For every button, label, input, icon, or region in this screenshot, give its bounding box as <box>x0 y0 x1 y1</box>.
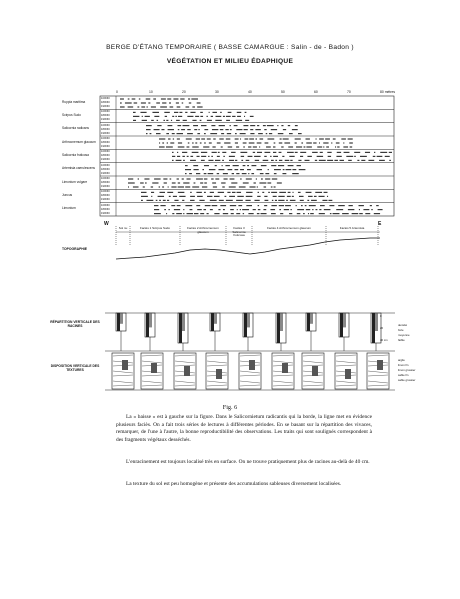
texture-stratum <box>113 355 133 356</box>
reading-date: 19/6/60 <box>101 171 110 175</box>
scale-tick-label: 50 <box>281 90 285 94</box>
root-density-fill <box>117 313 120 331</box>
depth-tick-label: 0 <box>380 314 382 318</box>
reading-date: 10/6/60 <box>101 150 110 154</box>
reading-date: 18/6/60 <box>101 154 110 158</box>
sand-accumulation <box>151 363 157 373</box>
reading-date: 10/6/60 <box>101 163 110 167</box>
species-name: Salicornia fruticosa <box>62 153 89 157</box>
texture-stratum <box>303 365 323 366</box>
texture-stratum <box>175 385 195 386</box>
texture-stratum <box>368 371 388 373</box>
figure-subtitle: VÉGÉTATION ET MILIEU ÉDAPHIQUE <box>166 58 294 65</box>
reading-date: 10/6/60 <box>101 97 110 100</box>
figure-title: BERGE D'ÉTANG TEMPORAIRE ( BASSE CAMARGUE : Salin - de - Badon ) <box>106 44 354 51</box>
root-density-fill <box>372 313 375 343</box>
reading-date: 18/6/60 <box>101 114 110 118</box>
sand-accumulation <box>312 366 318 376</box>
species-name: Juncus <box>62 193 73 197</box>
texture-stratum <box>207 361 227 363</box>
root-density-fill <box>179 313 182 343</box>
zone-label: Faciès 5 Artemisia <box>339 226 365 230</box>
reading-date: 10/6/60 <box>101 203 110 207</box>
texture-stratum <box>368 381 388 383</box>
root-density-fill <box>277 313 280 343</box>
texture-stratum <box>175 381 195 383</box>
texture-stratum <box>113 381 133 383</box>
texture-profile <box>367 353 389 389</box>
texture-stratum <box>240 381 260 383</box>
presence-dashes <box>120 99 392 214</box>
root-density-fill <box>244 313 247 337</box>
root-density-fill <box>247 313 250 327</box>
paragraph-2: L'enracinement est toujours localisé très en surface. On ne trouve pratiquement plus de racines au-delà de 40 cm. <box>126 459 370 465</box>
legend-texture-item: sable fin <box>398 373 409 377</box>
texture-stratum <box>273 375 293 376</box>
scale-tick-label: 60 <box>314 90 318 94</box>
zone-label: Faciès 4 Arthrocnemum glaucum <box>267 226 311 230</box>
texture-stratum <box>207 365 227 366</box>
legend-roots-item: faible <box>398 338 405 342</box>
texture-stratum <box>240 371 260 373</box>
texture-stratum <box>336 385 356 386</box>
texture-stratum <box>207 381 227 383</box>
texture-stratum <box>240 385 260 386</box>
texture-stratum <box>273 361 293 363</box>
root-density-fill <box>340 313 343 337</box>
texture-profile <box>239 353 261 389</box>
root-density-fill <box>280 313 283 331</box>
texture-stratum <box>142 361 162 363</box>
reading-date: 10/6/60 <box>101 190 110 194</box>
reading-date: 10/6/60 <box>101 177 110 180</box>
texture-stratum <box>175 361 195 363</box>
scale-tick-label: 20 <box>182 90 186 94</box>
sand-accumulation <box>249 360 255 370</box>
texture-profile <box>112 353 134 389</box>
textures-section-label: DISPOSITION VERTICALE DES TEXTURES <box>50 364 100 373</box>
reading-date: 19/6/60 <box>101 145 110 148</box>
texture-stratum <box>113 375 133 376</box>
root-density-fill <box>214 313 217 324</box>
texture-stratum <box>175 365 195 366</box>
root-density-fill <box>120 313 123 324</box>
sand-accumulation <box>282 363 288 373</box>
texture-stratum <box>142 381 162 383</box>
east-marker: E <box>378 221 382 227</box>
scale-tick-label: 30 <box>215 90 219 94</box>
sand-accumulation <box>377 360 383 370</box>
texture-stratum <box>273 385 293 386</box>
sand-accumulation <box>216 369 222 379</box>
texture-stratum <box>142 355 162 356</box>
west-marker: W <box>104 221 109 227</box>
scale-tick-label: 70 <box>347 90 351 94</box>
legend-texture-item: limon fin <box>398 363 409 367</box>
reading-date: 18/6/60 <box>101 141 110 144</box>
species-name: Ruppia maritima <box>62 99 86 104</box>
scale-tick-label: 0 <box>116 90 118 94</box>
texture-stratum <box>175 355 195 356</box>
texture-stratum <box>368 385 388 386</box>
texture-stratum <box>142 375 162 376</box>
texture-stratum <box>240 355 260 356</box>
texture-stratum <box>113 371 133 373</box>
species-name: Salicornia radicans <box>62 126 89 131</box>
root-density-fill <box>307 313 310 331</box>
zone-label: Faciès 2 Arthrocnemum glaucum <box>187 226 219 234</box>
texture-stratum <box>368 375 388 376</box>
topography-profile <box>116 238 380 259</box>
texture-stratum <box>336 355 356 356</box>
zone-label: Faciès 3 Salicornia fruticosa <box>232 226 246 238</box>
reading-date: 10/6/60 <box>101 110 110 114</box>
root-density-fill <box>149 313 152 327</box>
scale-tick-label: 80 mètres <box>380 90 396 94</box>
reading-date: 19/6/60 <box>101 105 110 108</box>
sand-accumulation <box>122 360 128 370</box>
texture-stratum <box>336 381 356 383</box>
reading-date: 19/6/60 <box>101 198 110 202</box>
legend-texture-item: limon grossier <box>398 368 416 372</box>
legend-roots-item: forte <box>398 328 404 332</box>
reading-date: 18/6/60 <box>101 167 110 171</box>
texture-stratum <box>273 355 293 356</box>
reading-date: 19/6/60 <box>101 158 110 162</box>
texture-stratum <box>142 385 162 386</box>
legend-roots-item: moyenne <box>398 333 410 337</box>
root-density-fill <box>211 313 214 331</box>
roots-section-label: RÉPARTITION VERTICALE DES RACINES <box>50 320 100 329</box>
scale-tick-label: 40 <box>248 90 252 94</box>
zone-label: Sol nu <box>118 226 128 230</box>
depth-tick-label: 20 <box>380 326 384 330</box>
texture-stratum <box>336 361 356 363</box>
sand-accumulation <box>345 369 351 379</box>
texture-stratum <box>336 365 356 366</box>
species-name: Artemisia caerulescens <box>62 166 95 171</box>
root-density-fill <box>182 313 185 331</box>
reading-date: 19/6/60 <box>101 118 110 122</box>
texture-stratum <box>303 361 323 363</box>
legend-roots-item: densité <box>398 323 408 327</box>
texture-stratum <box>273 381 293 383</box>
reading-date: 18/6/60 <box>101 181 110 184</box>
figure-caption: Fig. 6 <box>222 404 238 411</box>
reading-date: 18/6/60 <box>101 127 110 131</box>
texture-stratum <box>368 355 388 356</box>
topography-label: TOPOGRAPHIE <box>62 247 87 251</box>
species-name: Scirpus Sudo <box>62 113 81 117</box>
texture-stratum <box>207 355 227 356</box>
sand-accumulation <box>184 366 190 376</box>
legend-texture-item: argile <box>398 358 405 362</box>
depth-tick-label: 40 cm <box>380 338 388 342</box>
reading-date: 19/6/60 <box>101 185 110 188</box>
reading-date: 10/6/60 <box>101 137 110 140</box>
texture-stratum <box>303 381 323 383</box>
texture-stratum <box>303 355 323 356</box>
root-density-fill <box>310 313 313 324</box>
texture-stratum <box>113 385 133 386</box>
zone-label: Faciès 1 Scirpus Sudo <box>139 226 170 230</box>
texture-stratum <box>207 385 227 386</box>
paragraph-1: La « baisse » est à gauche sur la figure. Dans le Salicornietum radicantis qui la borde, la ligne met en évidence plusieurs faciès. On a fait trois séries de lectures à différentes périodes. En se basant sur la répartition des vivaces, remarquer, de l'une à l'autre, la bonne reproductibilité des observations. Les traits qui sont soulignés correspondent à des fragments végétaux desséchés. <box>116 414 372 443</box>
reading-date: 19/6/60 <box>101 211 110 215</box>
root-density-fill <box>375 313 378 331</box>
reading-date: 18/6/60 <box>101 194 110 198</box>
root-density-fill <box>343 313 346 327</box>
paragraph-3: La texture du sol est peu homogène et présente des accumulations sableuses diversement localisées. <box>126 481 342 487</box>
reading-date: 18/6/60 <box>101 207 110 211</box>
species-name: Limonium <box>62 206 76 211</box>
texture-stratum <box>303 385 323 386</box>
scale-tick-label: 10 <box>149 90 153 94</box>
reading-date: 18/6/60 <box>101 101 110 104</box>
root-density-fill <box>146 313 149 337</box>
species-name: Arthrocnemum glaucum <box>62 139 96 144</box>
reading-date: 19/6/60 <box>101 131 110 135</box>
reading-date: 10/6/60 <box>101 123 110 127</box>
legend-texture-item: sable grossier <box>398 378 416 382</box>
texture-stratum <box>240 375 260 376</box>
species-name: Limonium vulgare <box>62 179 88 184</box>
